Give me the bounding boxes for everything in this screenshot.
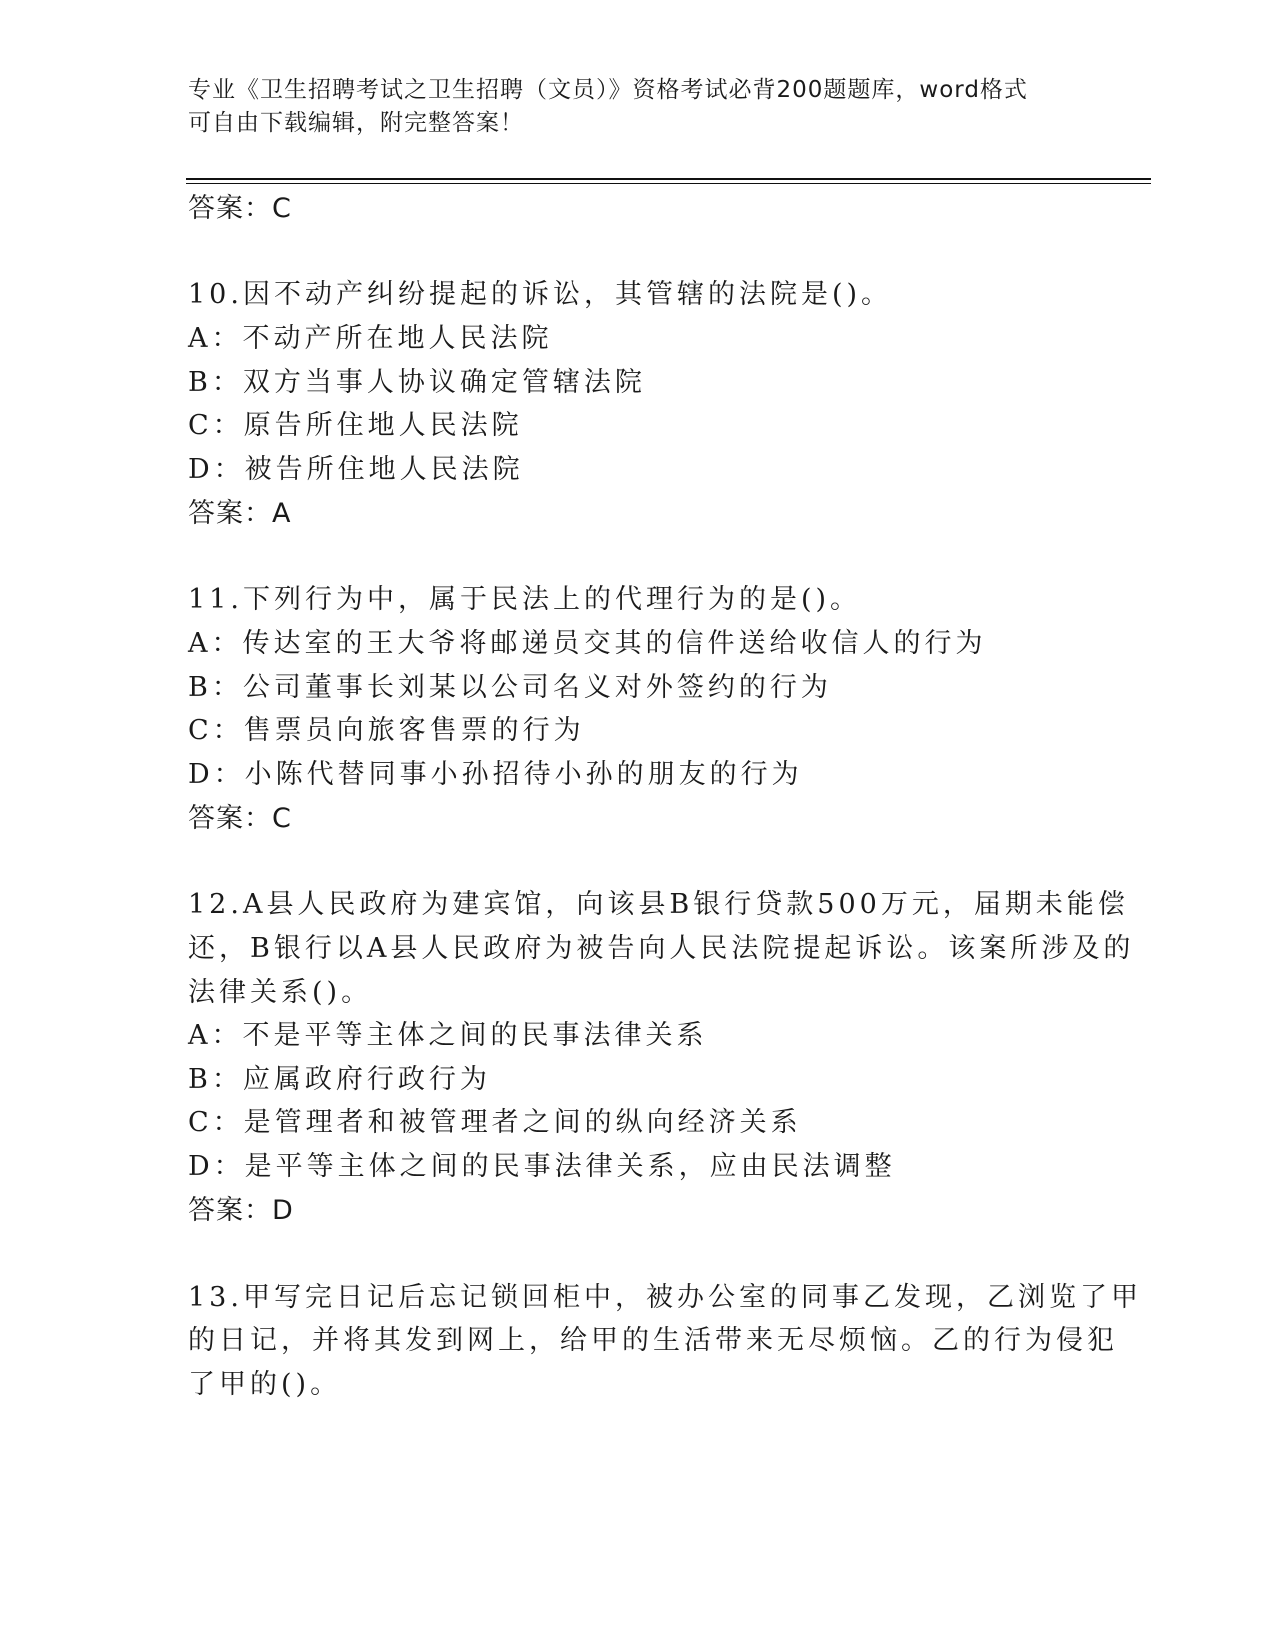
q10-stem: 10.因不动产纠纷提起的诉讼，其管辖的法院是()。 bbox=[188, 279, 893, 310]
q11-stem: 11.下列行为中，属于民法上的代理行为的是()。 bbox=[188, 584, 862, 615]
header-rule-thick bbox=[186, 178, 1151, 180]
q12-stem-line-2: 还，B银行以A县人民政府为被告向人民法院提起诉讼。该案所涉及的 bbox=[188, 933, 1135, 964]
q10-option-a: A：不动产所在地人民法院 bbox=[188, 323, 553, 354]
q10-answer: 答案：A bbox=[188, 498, 292, 529]
q12-option-b: B：应属政府行政行为 bbox=[188, 1064, 491, 1095]
q13-stem-line-2: 的日记，并将其发到网上，给甲的生活带来无尽烦恼。乙的行为侵犯 bbox=[188, 1325, 1118, 1356]
q11-option-a: A：传达室的王大爷将邮递员交其的信件送给收信人的行为 bbox=[188, 628, 987, 659]
document-header bbox=[188, 74, 1068, 140]
q11-option-c: C：售票员向旅客售票的行为 bbox=[188, 715, 585, 746]
header-line-1: 专业《卫生招聘考试之卫生招聘（文员）》资格考试必背200题题库，word格式 bbox=[188, 77, 1028, 103]
q13-stem-line-3: 了甲的()。 bbox=[188, 1369, 342, 1400]
q13-stem-line-1: 13.甲写完日记后忘记锁回柜中，被办公室的同事乙发现，乙浏览了甲 bbox=[188, 1282, 1142, 1313]
header-rule-thin bbox=[186, 183, 1151, 184]
q12-answer: 答案：D bbox=[188, 1195, 294, 1226]
q10-option-c: C：原告所住地人民法院 bbox=[188, 410, 523, 441]
q12-option-a: A：不是平等主体之间的民事法律关系 bbox=[188, 1020, 708, 1051]
q10-option-d: D：被告所住地人民法院 bbox=[188, 454, 524, 485]
answer-previous: 答案：C bbox=[188, 193, 292, 224]
q11-answer: 答案：C bbox=[188, 803, 292, 834]
header-line-2: 可自由下载编辑，附完整答案！ bbox=[188, 110, 524, 136]
q12-option-d: D：是平等主体之间的民事法律关系，应由民法调整 bbox=[188, 1151, 896, 1182]
q12-stem-line-3: 法律关系()。 bbox=[188, 977, 373, 1008]
q11-option-b: B：公司董事长刘某以公司名义对外签约的行为 bbox=[188, 672, 832, 703]
q11-option-d: D：小陈代替同事小孙招待小孙的朋友的行为 bbox=[188, 759, 803, 790]
q10-option-b: B：双方当事人协议确定管辖法院 bbox=[188, 367, 646, 398]
q12-option-c: C：是管理者和被管理者之间的纵向经济关系 bbox=[188, 1107, 802, 1138]
q12-stem-line-1: 12.A县人民政府为建宾馆，向该县B银行贷款500万元，届期未能偿 bbox=[188, 889, 1129, 920]
